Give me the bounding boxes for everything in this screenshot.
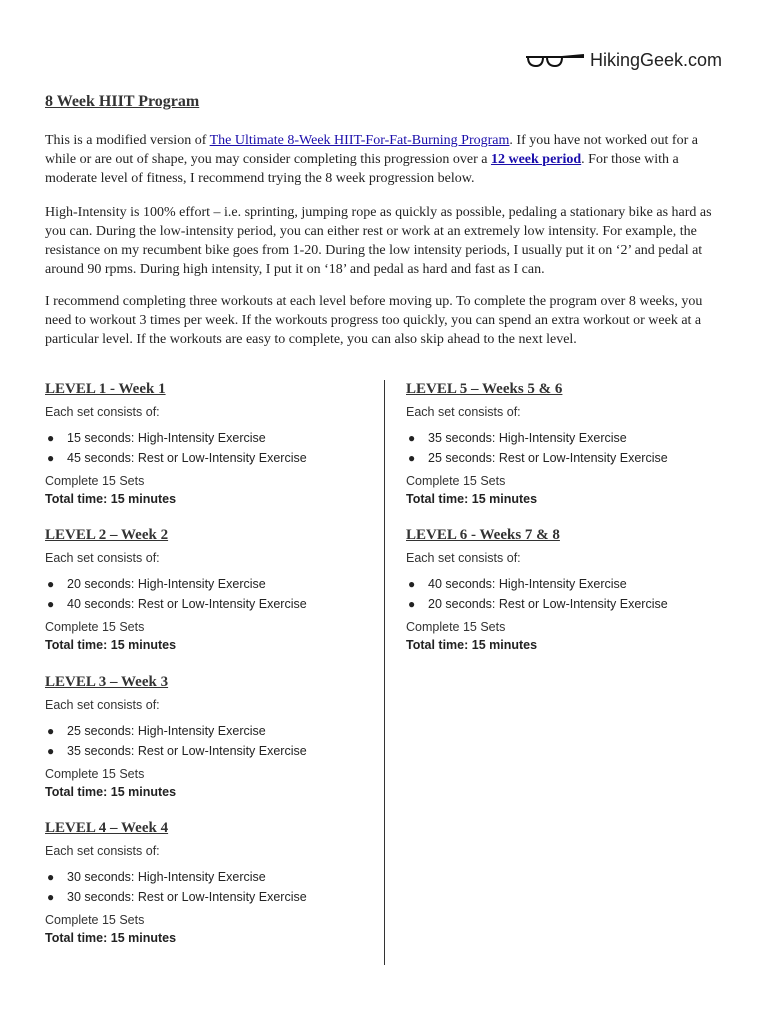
level-title: LEVEL 5 – Weeks 5 & 6 <box>406 381 563 397</box>
level-title: LEVEL 4 – Week 4 <box>45 820 169 836</box>
list-item: ● 35 seconds: High-Intensity Exercise <box>406 428 736 448</box>
list-item: ● 25 seconds: Rest or Low-Intensity Exercise <box>406 448 736 468</box>
level-total: Total time: 15 minutes <box>45 931 177 945</box>
level-2-block <box>45 526 375 654</box>
level-intro: Each set consists of: <box>45 844 160 858</box>
level-6-block <box>406 526 736 654</box>
bullet-icon: ● <box>47 890 55 904</box>
level-intro: Each set consists of: <box>45 698 160 712</box>
list-item: ● 30 seconds: High-Intensity Exercise <box>45 867 375 887</box>
level-sets: Complete 15 Sets <box>45 620 145 634</box>
level-total: Total time: 15 minutes <box>45 492 177 506</box>
bullet-icon: ● <box>47 744 55 758</box>
level-list <box>406 428 736 468</box>
list-item: ● 20 seconds: Rest or Low-Intensity Exercise <box>406 594 736 614</box>
level-list <box>45 867 375 907</box>
level-title: LEVEL 6 - Weeks 7 & 8 <box>406 527 560 543</box>
level-sets: Complete 15 Sets <box>45 767 145 781</box>
bullet-icon: ● <box>47 870 55 884</box>
bullet-icon: ● <box>408 431 416 445</box>
level-title: LEVEL 1 - Week 1 <box>45 381 166 397</box>
level-intro: Each set consists of: <box>406 405 521 419</box>
list-item: ● 45 seconds: Rest or Low-Intensity Exercise <box>45 448 375 468</box>
bullet-icon: ● <box>47 451 55 465</box>
level-4-block <box>45 819 375 947</box>
level-intro: Each set consists of: <box>406 551 521 565</box>
level-total: Total time: 15 minutes <box>406 492 538 506</box>
bullet-icon: ● <box>408 597 416 611</box>
level-total: Total time: 15 minutes <box>406 638 538 652</box>
level-sets: Complete 15 Sets <box>406 620 506 634</box>
level-total: Total time: 15 minutes <box>45 785 177 799</box>
level-sets: Complete 15 Sets <box>45 913 145 927</box>
list-item: ● 30 seconds: Rest or Low-Intensity Exercise <box>45 887 375 907</box>
list-item: ● 35 seconds: Rest or Low-Intensity Exercise <box>45 741 375 761</box>
level-5-block <box>406 380 736 508</box>
intro-paragraph-2: High-Intensity is 100% effort – i.e. sprinting, jumping rope as quickly as possible, pedaling a stationary bike as hard as you can. During the low-intensity period, you can either rest or work at an extremely low intensity. For example, the resistance on my recumbent bike goes from 1-20. During the low intensity periods, I usually put it on ‘2’ and pedal at around 90 rpms. During high intensity, I put it on ‘18’ and pedal as hard and fast as I can. <box>45 205 712 277</box>
page-title: 8 Week HIIT Program <box>45 93 200 110</box>
list-item: ● 40 seconds: Rest or Low-Intensity Exercise <box>45 594 375 614</box>
ultimate-hiit-link[interactable]: The Ultimate 8-Week HIIT-For-Fat-Burning Program <box>209 133 510 148</box>
list-item: ● 20 seconds: High-Intensity Exercise <box>45 574 375 594</box>
level-list <box>45 428 375 468</box>
intro-paragraph-3: I recommend completing three workouts at each level before moving up. To complete the program over 8 weeks, you need to workout 3 times per week. If the workouts progress too quickly, you can spend an extra workout or week at a particular level. If the workouts are easy to complete, you can also skip ahead to the next level. <box>45 294 703 347</box>
level-total: Total time: 15 minutes <box>45 638 177 652</box>
intro-paragraph-1: This is a modified version of The Ultimate 8-Week HIIT-For-Fat-Burning Program. If you have not worked out for a while or are out of shape, you may consider completing this progression over a 12 week period. For those with a moderate level of fitness, I recommend trying the 8 week progression below. <box>45 133 698 186</box>
bullet-icon: ● <box>47 431 55 445</box>
level-3-block <box>45 673 375 801</box>
bullet-icon: ● <box>47 577 55 591</box>
level-title: LEVEL 3 – Week 3 <box>45 674 169 690</box>
level-intro: Each set consists of: <box>45 551 160 565</box>
list-item: ● 40 seconds: High-Intensity Exercise <box>406 574 736 594</box>
level-1-block <box>45 380 375 508</box>
level-intro: Each set consists of: <box>45 405 160 419</box>
level-title: LEVEL 2 – Week 2 <box>45 527 169 543</box>
column-divider <box>384 380 385 965</box>
level-list <box>406 574 736 614</box>
brand-name: HikingGeek.com <box>589 50 722 70</box>
level-sets: Complete 15 Sets <box>406 474 506 488</box>
level-list <box>45 721 375 761</box>
level-list <box>45 574 375 614</box>
twelve-week-link[interactable]: 12 week period <box>490 152 582 167</box>
level-sets: Complete 15 Sets <box>45 474 145 488</box>
list-item: ● 25 seconds: High-Intensity Exercise <box>45 721 375 741</box>
bullet-icon: ● <box>47 724 55 738</box>
bullet-icon: ● <box>408 577 416 591</box>
brand-logo <box>526 50 722 71</box>
bullet-icon: ● <box>408 451 416 465</box>
bullet-icon: ● <box>47 597 55 611</box>
list-item: ● 15 seconds: High-Intensity Exercise <box>45 428 375 448</box>
glasses-icon <box>526 53 586 69</box>
